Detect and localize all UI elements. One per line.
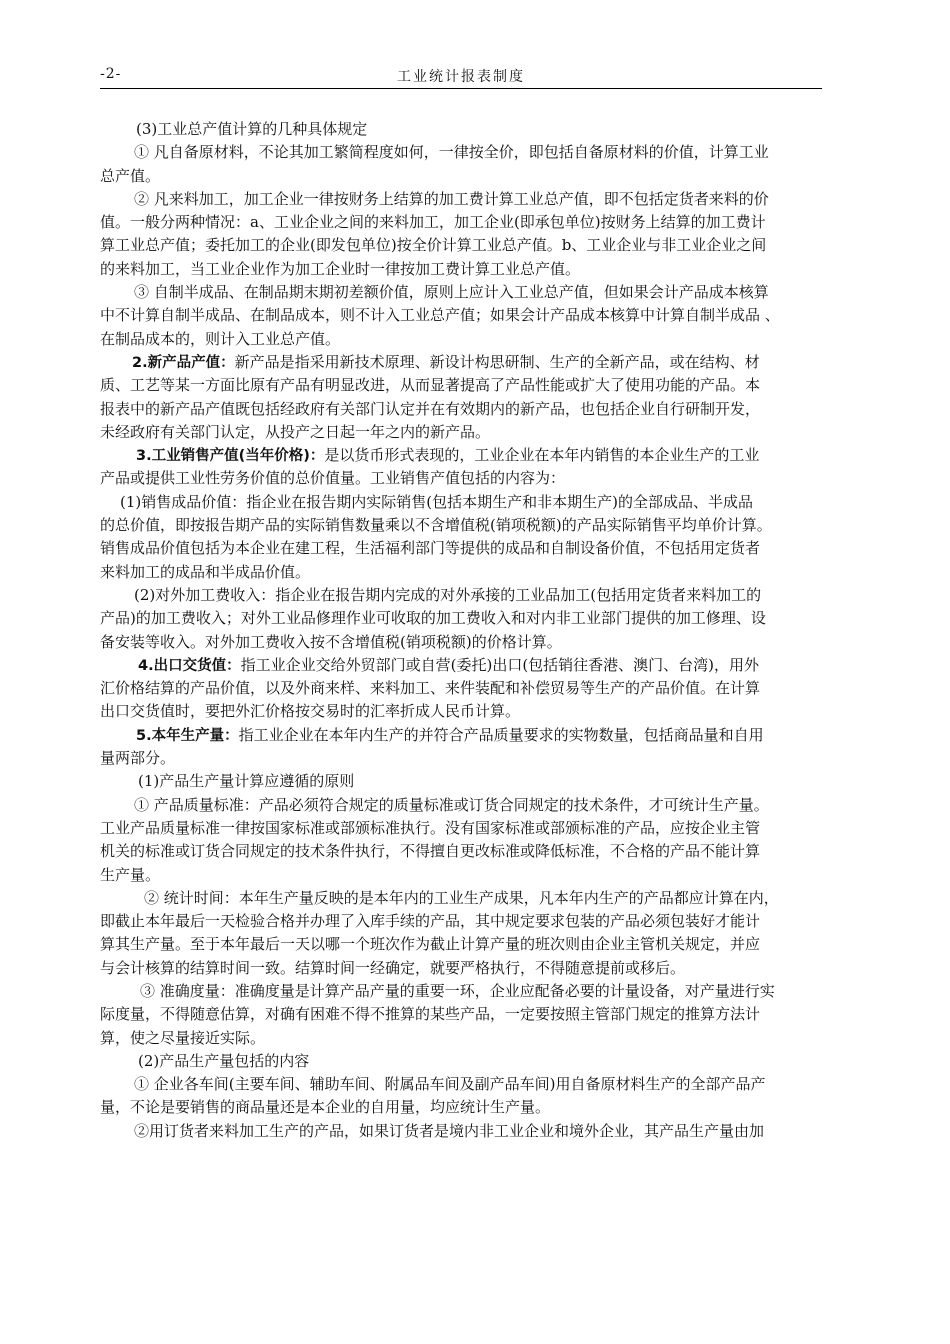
line-text: 指工业企业交给外贸部门或自营(委托)出口(包括销往香港、澳门、台湾)，用外 [240,655,760,674]
text-line [100,980,852,1003]
line-text: 机关的标准或订货合同规定的技术条件执行，不得擅自更改标准或降低标准，不合格的产品不能计算 [100,842,761,861]
line-text: 来料加工的成品和半成品价值。 [100,562,311,581]
text-line [100,631,852,654]
line-text: 与会计核算的结算时间一致。结算时间一经确定，就要严格执行，不得随意提前或移后。 [100,958,686,977]
text-line [100,817,852,840]
line-text: 算，使之尽量接近实际。 [100,1028,266,1047]
line-text: ① 产品质量标准：产品必须符合规定的质量标准或订货合同规定的技术条件，才可统计生产量。 [134,795,769,814]
text-line [100,537,852,560]
line-text: (1)产品生产量计算应遵循的原则 [138,772,355,791]
line-text: 产品或提供工业性劳务价值的总价值量。工业销售产值包括的内容为： [100,469,566,488]
text-line [100,887,852,910]
line-text: 总产值。 [100,166,161,185]
line-text: 备安装等收入。对外加工费收入按不含增值税(销项税额)的价格计算。 [100,632,562,651]
text-line [100,1027,852,1050]
text-line [100,957,852,980]
text-line [100,188,852,211]
line-text: 质、工艺等某一方面比原有产品有明显改进，从而显著提高了产品性能或扩大了使用功能的产品。本 [100,376,761,395]
text-line [100,770,852,793]
text-line [100,840,852,863]
text-line [100,654,852,677]
text-line [100,165,852,188]
line-text: ② 统计时间：本年生产量反映的是本年内的工业生产成果，凡本年内生产的产品都应计算在内， [144,888,779,907]
text-line [100,1050,852,1073]
text-line [100,724,852,747]
text-line [100,677,852,700]
text-line [100,281,852,304]
line-text: 中不计算自制半成品、在制品成本，则不计入工业总产值；如果会计产品成本核算中计算自制半成品 、 [100,306,780,325]
text-line [100,1096,852,1119]
line-text: 销售成品价值包括为本企业在建工程，生活福利部门等提供的成品和自制设备价值，不包括用定货者 [100,539,761,558]
header-title: 工业统计报表制度 [397,69,525,85]
text-line [100,910,852,933]
text-line [100,747,852,770]
header-rule [100,88,822,89]
line-text: 算其生产量。至于本年最后一天以哪一个班次作为截止计算产量的班次则由企业主管机关规定，并应 [100,935,761,954]
bold-term: 3.工业销售产值(当年价格)： [136,448,325,465]
text-line [100,700,852,723]
page-number: -2- [100,66,122,82]
line-text: ③ 准确度量：准确度量是计算产品产量的重要一环，企业应配备必要的计量设备，对产量进行实 [140,981,775,1000]
text-line [100,211,852,234]
bold-term: 2.新产品产值： [132,354,235,371]
text-line [100,514,852,537]
document-body [100,118,852,1143]
text-line [100,607,852,630]
line-text: 出口交货值时，要把外汇价格按交易时的汇率折成人民币计算。 [100,702,521,721]
text-line [100,467,852,490]
line-text: 是以货币形式表现的，工业企业在本年内销售的本企业生产的工业 [324,446,760,465]
body-text [100,118,852,1143]
line-text: 的来料加工，当工业企业作为加工企业时一律按加工费计算工业总产值。 [100,259,581,278]
line-text: 量，不论是要销售的商品量还是本企业的自用量，均应统计生产量。 [100,1098,551,1117]
line-text: (2)对外加工费收入：指企业在报告期内完成的对外承接的工业品加工(包括用定货者来料加工的 [134,585,762,604]
text-line [100,328,852,351]
text-line [100,421,852,444]
text-line [100,304,852,327]
line-text: 即截止本年最后一天检验合格并办理了入库手续的产品，其中规定要求包装的产品必须包装好才能计 [100,912,761,931]
text-line [100,1003,852,1026]
line-text: ① 企业各车间(主要车间、辅助车间、附属品车间及副产品车间)用自备原材料生产的全部产品产 [134,1075,766,1094]
line-text: (2)产品生产量包括的内容 [138,1051,310,1070]
line-text: 汇价格结算的产品价值，以及外商来样、来料加工、来件装配和补偿贸易等生产的产品价值。在计算 [100,679,761,698]
text-line [100,351,852,374]
text-line [100,398,852,421]
line-text: 报表中的新产品产值既包括经政府有关部门认定并在有效期内的新产品，也包括企业自行研制开发， [100,399,761,418]
line-text: ② 凡来料加工，加工企业一律按财务上结算的加工费计算工业总产值，即不包括定货者来料的价 [134,189,769,208]
line-text: 量两部分。 [100,749,176,768]
line-text: ① 凡自备原材料，不论其加工繁简程度如何，一律按全价，即包括自备原材料的价值，计算工业 [134,143,769,162]
line-text: 工业产品质量标准一律按国家标准或部颁标准执行。没有国家标准或部颁标准的产品，应按企业主管 [100,818,761,837]
text-line [100,444,852,467]
text-line [100,1120,852,1143]
line-text: 值。一般分两种情况：a、工业企业之间的来料加工，加工企业(即承包单位)按财务上结算的加工费计 [100,213,766,232]
line-text: 未经政府有关部门认定，从投产之日起一年之内的新产品。 [100,422,491,441]
text-line [100,491,852,514]
line-text: 算工业总产值；委托加工的企业(即发包单位)按全价计算工业总产值。b、工业企业与非工业企业之间 [100,236,767,255]
text-line [100,234,852,257]
line-text: 的总价值，即按报告期产品的实际销售数量乘以不含增值税(销项税额)的产品实际销售平均单价计算。 [100,516,772,535]
line-text: ②用订货者来料加工生产的产品，如果订货者是境内非工业企业和境外企业，其产品生产量由加 [134,1121,765,1140]
bold-term: 5.本年生产量： [136,727,239,744]
line-text: (1)销售成品价值：指企业在报告期内实际销售(包括本期生产和非本期生产)的全部成品、半成品 [120,492,753,511]
line-text: ③ 自制半成品、在制品期末期初差额价值，原则上应计入工业总产值，但如果会计产品成本核算 [134,283,769,302]
text-line [100,141,852,164]
page-header [100,64,822,88]
bold-term: 4.出口交货值： [138,657,241,674]
text-line [100,374,852,397]
text-line [100,258,852,281]
text-line [100,118,852,141]
text-line [100,864,852,887]
text-line [100,1073,852,1096]
text-line [100,561,852,584]
line-text: 指工业企业在本年内生产的并符合产品质量要求的实物数量，包括商品量和自用 [238,725,764,744]
line-text: 新产品是指采用新技术原理、新设计构思研制、生产的全新产品，或在结构、材 [234,352,760,371]
line-text: 产品)的加工费收入；对外工业品修理作业可收取的加工费收入和对内非工业部门提供的加工修理、设 [100,609,766,628]
line-text: 在制品成本的，则计入工业总产值。 [100,329,341,348]
text-line [100,584,852,607]
text-line [100,794,852,817]
text-line [100,933,852,956]
line-text: (3)工业总产值计算的几种具体规定 [136,120,368,138]
line-text: 生产量。 [100,865,161,884]
line-text: 际度量，不得随意估算，对确有困难不得不推算的某些产品，一定要按照主管部门规定的推算方法计 [100,1005,761,1024]
